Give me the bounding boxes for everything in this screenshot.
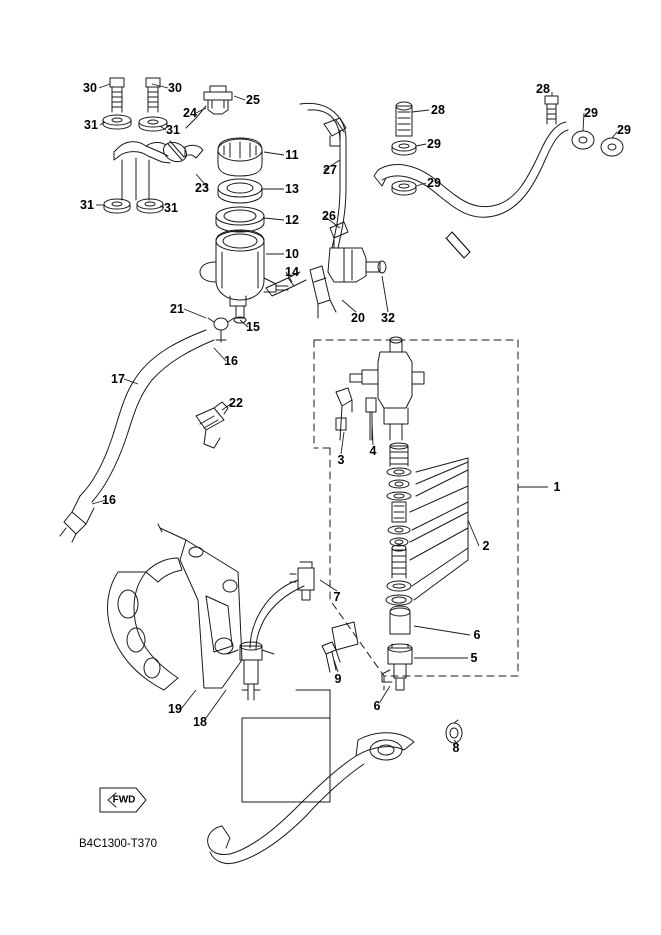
callout-32: 32: [380, 310, 396, 325]
callout-14: 14: [284, 264, 300, 279]
callout-19: 19: [167, 701, 183, 716]
callout-4: 4: [369, 443, 377, 458]
clamp-25: [204, 86, 232, 114]
callout-16: 16: [101, 492, 117, 507]
callout-5: 5: [470, 650, 478, 665]
callout-29: 29: [616, 122, 632, 137]
callout-3: 3: [337, 452, 345, 467]
callout-6: 6: [473, 627, 481, 642]
reservoir-cap-11: [218, 138, 262, 176]
reservoir-lower-fitting: [228, 642, 274, 700]
bolt-30-left: [110, 78, 124, 112]
callout-31: 31: [163, 200, 179, 215]
callout-24: 24: [182, 105, 198, 120]
circlip-8: [446, 720, 462, 743]
bolt-9: [322, 642, 336, 672]
hose-banjo-left: [396, 102, 412, 136]
assembly-dash-box: [314, 340, 518, 690]
callout-27: 27: [322, 162, 338, 177]
hidden-region-marks: [242, 690, 330, 802]
internal-leaders: [410, 458, 468, 600]
part-code-label: B4C1300-T370: [79, 838, 157, 850]
callout-20: 20: [350, 310, 366, 325]
bracket-23: [114, 139, 203, 165]
callout-31: 31: [79, 197, 95, 212]
callout-17: 17: [110, 371, 126, 386]
callout-31: 31: [165, 122, 181, 137]
diaphragm-13: [218, 179, 262, 203]
callout-29: 29: [583, 105, 599, 120]
washer-31-lower-right: [137, 199, 163, 213]
washer-29-a: [392, 141, 416, 155]
caliper-bracket-19: [107, 558, 182, 690]
callout-29: 29: [426, 136, 442, 151]
callout-10: 10: [284, 246, 300, 261]
fwd-label: FWD: [112, 794, 136, 806]
brake-hose-17: [60, 330, 214, 542]
callout-30: 30: [167, 80, 183, 95]
callout-6: 6: [373, 698, 381, 713]
callout-11: 11: [285, 147, 299, 162]
washer-31-upper-left: [103, 115, 131, 129]
callout-12: 12: [284, 212, 300, 227]
union-bolt-15: [234, 306, 246, 323]
brake-hose-right: [374, 122, 568, 258]
bracket-stems: [122, 158, 149, 200]
callout-26: 26: [321, 208, 337, 223]
master-cylinder-body: [350, 337, 424, 440]
callout-29: 29: [426, 175, 442, 190]
bracket-20: [310, 266, 336, 318]
internal-parts-column: [386, 443, 412, 634]
joint-3: [336, 388, 352, 440]
pedal-bracket-18: [158, 524, 242, 688]
gasket-12: [216, 207, 264, 232]
brake-switch-7: [290, 562, 314, 600]
washer-29-right-a: [572, 131, 594, 149]
fitting-21: [208, 318, 234, 342]
callout-2: 2: [482, 538, 490, 553]
callout-28: 28: [430, 102, 446, 117]
callout-18: 18: [192, 714, 208, 729]
push-rod-4: [366, 398, 376, 440]
washer-31-upper-right: [139, 117, 167, 131]
callout-30: 30: [82, 80, 98, 95]
callout-16: 16: [223, 353, 239, 368]
hose-junction: [328, 248, 386, 282]
callout-21: 21: [169, 301, 185, 316]
banjo-bolt-28-right: [545, 96, 558, 124]
callout-8: 8: [452, 740, 460, 755]
boot-5: [382, 644, 412, 690]
callout-23: 23: [194, 180, 210, 195]
bracket-6-lower: [332, 622, 358, 662]
hose-clamp-22: [196, 402, 228, 448]
callout-31: 31: [83, 117, 99, 132]
callout-28: 28: [535, 81, 551, 96]
callout-13: 13: [284, 181, 300, 196]
callout-15: 15: [245, 319, 261, 334]
brake-pedal: [208, 733, 414, 864]
switch-wire-2: [256, 586, 304, 650]
callout-9: 9: [334, 671, 342, 686]
callout-25: 25: [245, 92, 261, 107]
washer-29-b: [392, 181, 416, 195]
bolt-30-right: [146, 78, 160, 112]
washer-29-right-b: [601, 138, 623, 156]
callout-7: 7: [333, 589, 341, 604]
callout-1: 1: [553, 479, 561, 494]
callout-22: 22: [228, 395, 244, 410]
washer-31-lower-left: [104, 199, 130, 213]
